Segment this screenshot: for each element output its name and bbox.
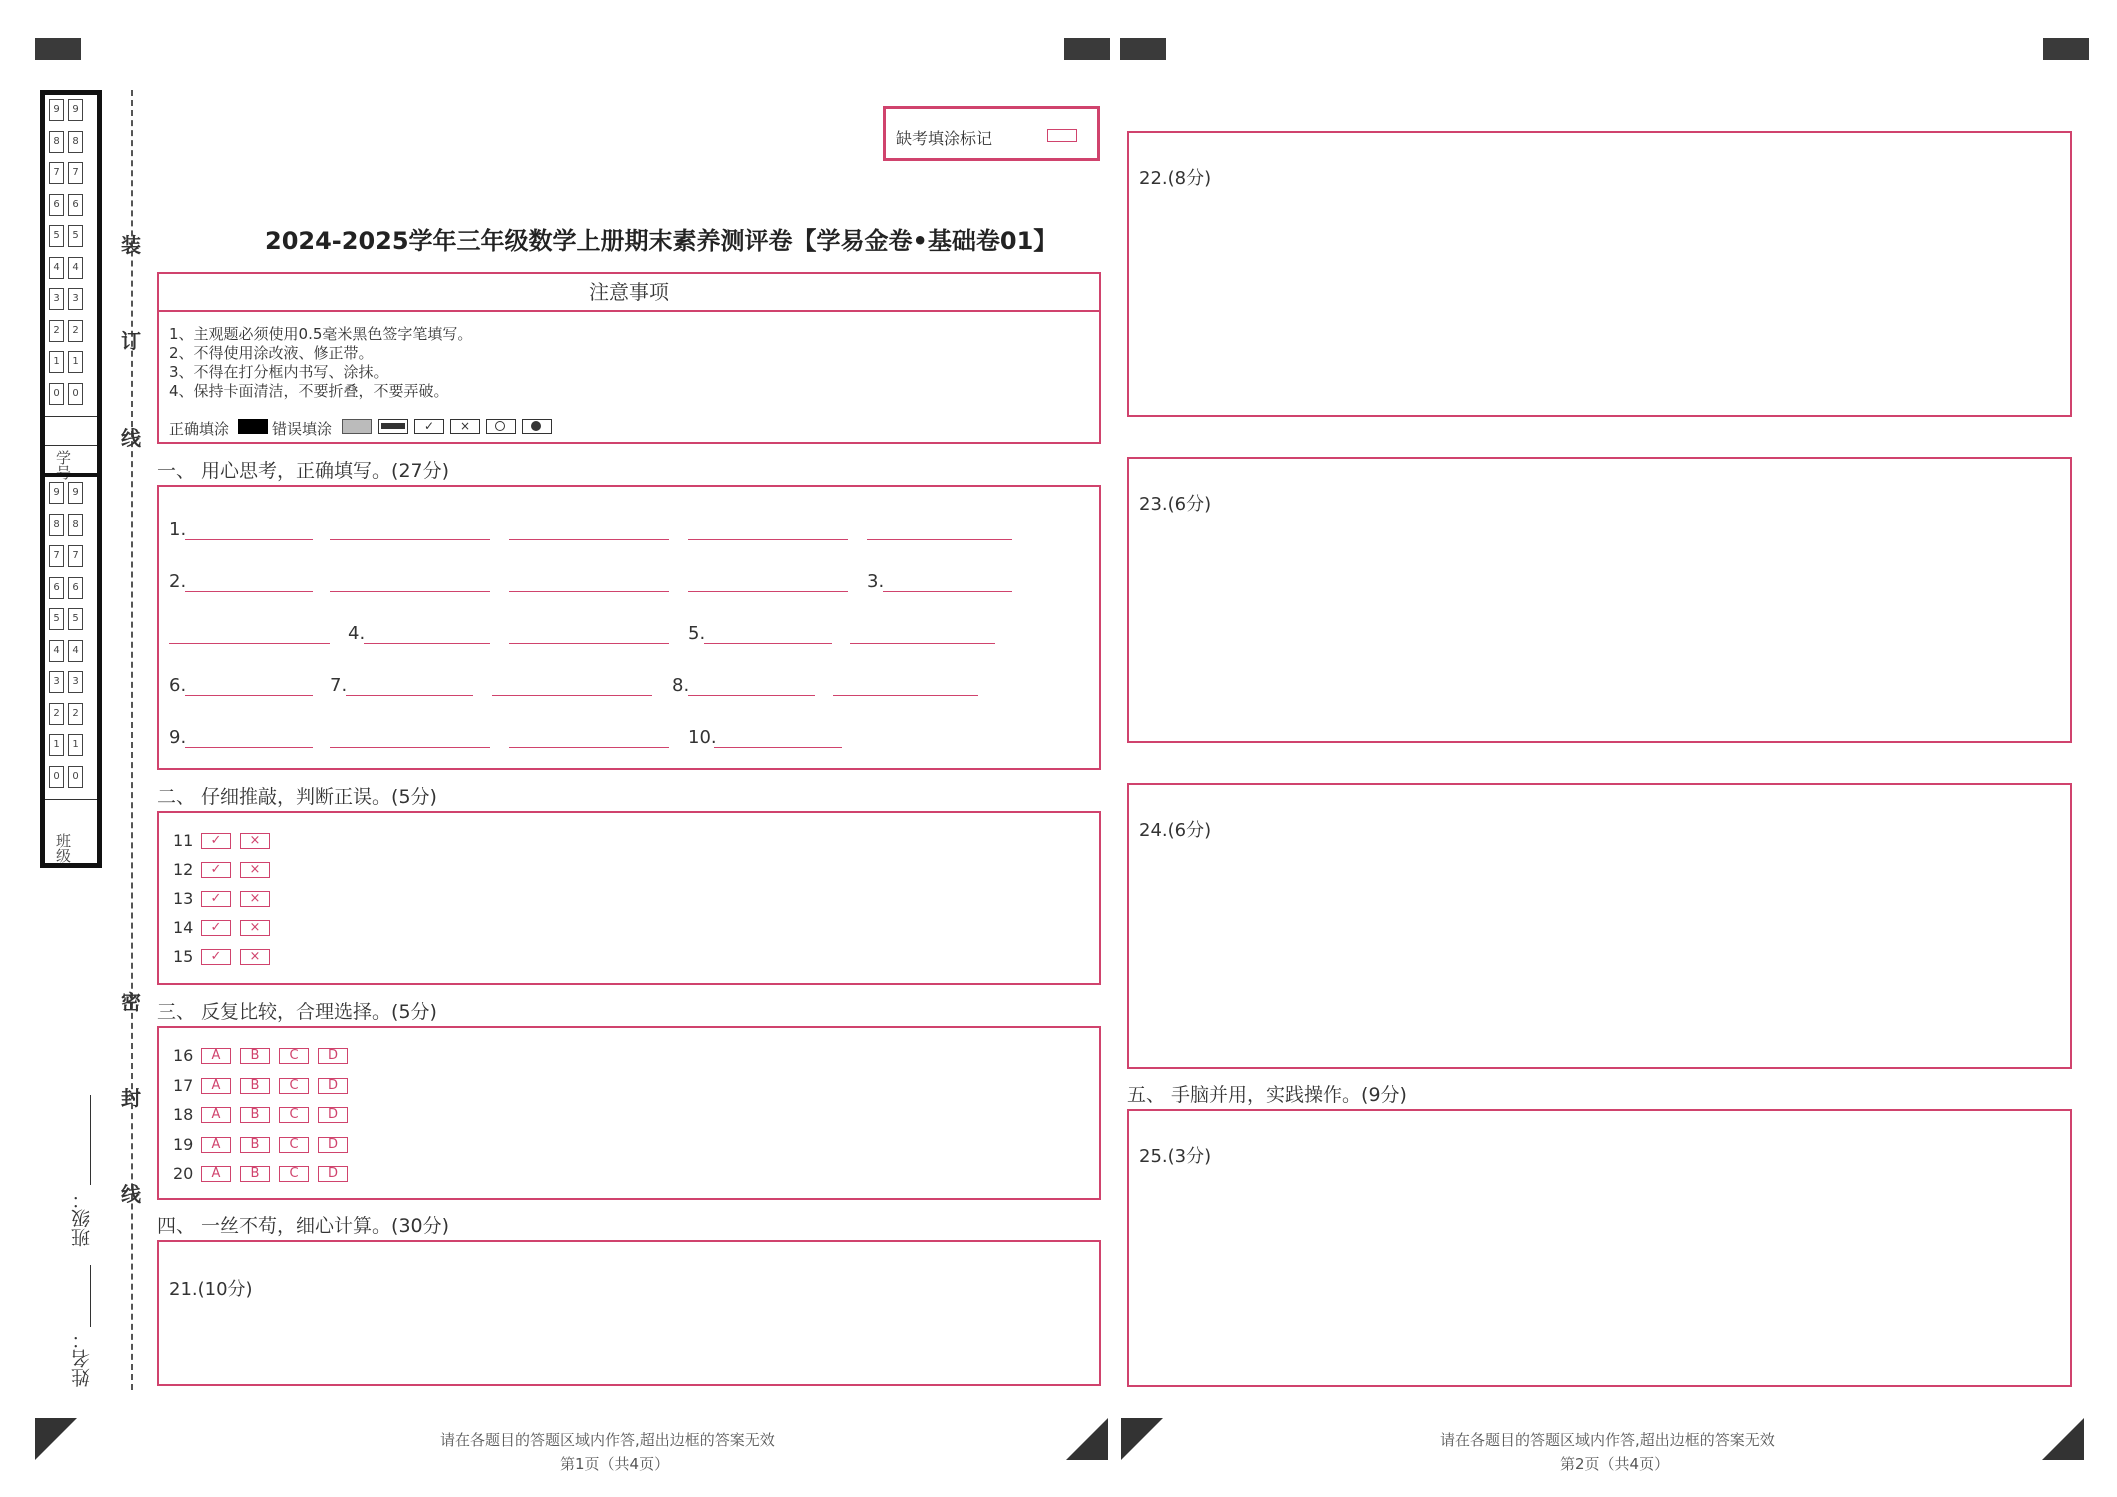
notice-line-1: 1、主观题必须使用0.5毫米黑色签字笔填写。 xyxy=(169,325,473,343)
choice-option-bubble[interactable]: D xyxy=(318,1137,348,1153)
id-digit-bubble[interactable]: 4 xyxy=(49,640,64,662)
fill-label-2: 2. xyxy=(169,571,187,592)
id-digit-bubble[interactable]: 8 xyxy=(68,514,83,536)
name-field-line xyxy=(90,1265,91,1327)
id-digit-bubble[interactable]: 5 xyxy=(68,225,83,247)
fill-label-4: 4. xyxy=(348,623,366,644)
choice-option-bubble[interactable]: B xyxy=(240,1107,270,1123)
id-digit-bubble[interactable]: 7 xyxy=(68,545,83,567)
judge-true-bubble[interactable]: ✓ xyxy=(201,891,231,907)
fill-label-1: 1. xyxy=(169,519,187,540)
wrong-fill-sample-gray xyxy=(342,419,372,434)
id-digit-bubble[interactable]: 1 xyxy=(68,351,83,373)
id-digit-bubble[interactable]: 4 xyxy=(68,257,83,279)
absent-mark-label: 缺考填涂标记 xyxy=(896,129,993,148)
id-digit-bubble[interactable]: 5 xyxy=(49,225,64,247)
id-digit-bubble[interactable]: 1 xyxy=(68,734,83,756)
notice-box xyxy=(157,272,1101,444)
id-digit-bubble[interactable]: 0 xyxy=(68,383,83,405)
fill-blank-9b[interactable] xyxy=(330,747,490,748)
choice-option-bubble[interactable]: A xyxy=(201,1137,231,1153)
id-digit-bubble[interactable]: 2 xyxy=(49,703,64,725)
fill-label-5: 5. xyxy=(688,623,706,644)
fill-blank-1a[interactable] xyxy=(185,539,313,540)
choice-option-bubble[interactable]: D xyxy=(318,1048,348,1064)
id-digit-bubble[interactable]: 8 xyxy=(68,131,83,153)
fill-blank-1d[interactable] xyxy=(688,539,848,540)
fill-label-3: 3. xyxy=(867,571,885,592)
fill-blank-3b[interactable] xyxy=(169,643,330,644)
judge-false-bubble[interactable]: × xyxy=(240,833,270,849)
class-field-label: 班级： xyxy=(71,1190,93,1247)
id-digit-bubble[interactable]: 8 xyxy=(49,514,64,536)
fill-blank-9a[interactable] xyxy=(185,747,313,748)
judge-question-number: 11 xyxy=(173,831,194,850)
question-25-label: 25.(3分) xyxy=(1139,1146,1212,1167)
fill-blank-9c[interactable] xyxy=(509,747,669,748)
id-panel-separator xyxy=(40,473,102,477)
judge-false-bubble[interactable]: × xyxy=(240,891,270,907)
id-digit-bubble[interactable]: 9 xyxy=(68,99,83,121)
judge-question-number: 15 xyxy=(173,947,194,966)
judge-true-bubble[interactable]: ✓ xyxy=(201,949,231,965)
id-digit-bubble[interactable]: 1 xyxy=(49,351,64,373)
answer-box-21[interactable] xyxy=(157,1240,1101,1386)
id-digit-bubble[interactable]: 5 xyxy=(49,608,64,630)
footer-page-number-1: 第1页（共4页） xyxy=(560,1455,670,1473)
question-24-label: 24.(6分) xyxy=(1139,820,1212,841)
choice-option-bubble[interactable]: C xyxy=(279,1137,309,1153)
judge-false-bubble[interactable]: × xyxy=(240,920,270,936)
section-1-box xyxy=(157,485,1101,770)
choice-option-bubble[interactable]: C xyxy=(279,1166,309,1182)
choice-question-number: 16 xyxy=(173,1046,194,1065)
name-field[interactable] xyxy=(68,1265,98,1400)
choice-option-bubble[interactable]: B xyxy=(240,1078,270,1094)
answer-box-23[interactable] xyxy=(1127,457,2072,743)
choice-question-number: 17 xyxy=(173,1075,194,1095)
fill-label-7: 7. xyxy=(330,675,348,696)
fill-blank-1c[interactable] xyxy=(509,539,669,540)
choice-option-bubble[interactable]: A xyxy=(201,1166,231,1182)
fill-blank-5a[interactable] xyxy=(704,643,832,644)
binding-char-4: 密 xyxy=(121,990,141,1014)
fill-blank-6a[interactable] xyxy=(185,695,313,696)
id-grid-divider xyxy=(45,799,97,800)
wrong-fill-sample-circle xyxy=(486,419,516,434)
binding-char-3: 线 xyxy=(121,426,141,450)
id-digit-bubble[interactable]: 1 xyxy=(49,734,64,756)
notice-line-3: 3、不得在打分框内书写、涂抹。 xyxy=(169,363,389,381)
fill-label-8: 8. xyxy=(672,675,690,696)
fill-blank-10a[interactable] xyxy=(714,747,842,748)
id-digit-bubble[interactable]: 2 xyxy=(49,320,64,342)
position-mark-top-center-left xyxy=(1064,38,1110,60)
correct-fill-sample xyxy=(238,419,268,434)
choice-option-bubble[interactable]: C xyxy=(279,1107,309,1123)
id-digit-bubble[interactable]: 5 xyxy=(68,608,83,630)
absent-mark-box xyxy=(883,106,1100,161)
question-23-label: 23.(6分) xyxy=(1139,494,1212,515)
binding-char-6: 线 xyxy=(121,1182,141,1206)
judge-true-bubble[interactable]: ✓ xyxy=(201,833,231,849)
wrong-fill-label: 错误填涂 xyxy=(272,420,333,438)
position-mark-top-center-right xyxy=(1120,38,1166,60)
binding-char-5: 封 xyxy=(121,1086,141,1110)
id-digit-bubble[interactable]: 3 xyxy=(49,671,64,693)
judge-true-bubble[interactable]: ✓ xyxy=(201,862,231,878)
wrong-fill-sample-check: ✓ xyxy=(414,419,444,434)
corner-triangle-bottom-center-right xyxy=(1121,1418,1163,1460)
position-mark-top-right xyxy=(2043,38,2089,60)
id-digit-bubble[interactable]: 7 xyxy=(68,162,83,184)
notice-heading: 注意事项 xyxy=(159,274,1099,312)
answer-box-22[interactable] xyxy=(1127,131,2072,417)
choice-option-bubble[interactable]: B xyxy=(240,1048,270,1064)
notice-line-2: 2、不得使用涂改液、修正带。 xyxy=(169,344,374,362)
fill-blank-3a[interactable] xyxy=(883,591,1012,592)
footer-warning-page-1: 请在各题目的答题区域内作答,超出边框的答案无效 xyxy=(440,1431,775,1449)
correct-fill-label: 正确填涂 xyxy=(169,420,230,438)
id-grid-divider xyxy=(45,416,97,417)
section-2-box xyxy=(157,811,1101,985)
wrong-fill-sample-bar xyxy=(378,419,408,434)
choice-question-number: 18 xyxy=(173,1105,194,1124)
id-digit-bubble[interactable]: 3 xyxy=(49,288,64,310)
answer-box-25[interactable] xyxy=(1127,1109,2072,1387)
judge-true-bubble[interactable]: ✓ xyxy=(201,920,231,936)
fill-blank-2a[interactable] xyxy=(185,591,313,592)
choice-option-bubble[interactable]: A xyxy=(201,1107,231,1123)
question-22-label: 22.(8分) xyxy=(1139,168,1212,189)
binding-char-1: 装 xyxy=(121,233,141,257)
choice-option-bubble[interactable]: D xyxy=(318,1078,348,1094)
binding-char-2: 订 xyxy=(121,329,141,353)
section-5-heading: 五、 手脑并用，实践操作。(9分) xyxy=(1127,1084,1407,1106)
notice-line-4: 4、保持卡面清洁，不要折叠，不要弄破。 xyxy=(169,382,449,400)
fill-blank-7a[interactable] xyxy=(346,695,473,696)
fill-blank-2c[interactable] xyxy=(509,591,669,592)
question-21-label: 21.(10分) xyxy=(169,1279,253,1300)
fill-label-9: 9. xyxy=(169,727,187,748)
fill-blank-5b[interactable] xyxy=(850,643,995,644)
id-digit-bubble[interactable]: 7 xyxy=(49,162,64,184)
corner-triangle-bottom-right xyxy=(2042,1418,2084,1460)
section-3-heading: 三、 反复比较，合理选择。(5分) xyxy=(157,1001,437,1023)
choice-option-bubble[interactable]: C xyxy=(279,1078,309,1094)
fill-blank-8a[interactable] xyxy=(688,695,815,696)
choice-option-bubble[interactable]: A xyxy=(201,1048,231,1064)
id-digit-bubble[interactable]: 0 xyxy=(49,766,64,788)
choice-option-bubble[interactable]: C xyxy=(279,1048,309,1064)
class-field-line xyxy=(90,1095,91,1185)
id-label-divider xyxy=(45,445,97,446)
section-3-box xyxy=(157,1026,1101,1200)
class-id-label: 班级 xyxy=(54,833,72,863)
absent-mark-bubble[interactable] xyxy=(1047,129,1077,142)
id-digit-bubble[interactable]: 4 xyxy=(68,640,83,662)
fill-blank-4a[interactable] xyxy=(364,643,490,644)
fill-blank-1e[interactable] xyxy=(867,539,1012,540)
answer-box-24[interactable] xyxy=(1127,783,2072,1069)
judge-question-number: 14 xyxy=(173,918,194,937)
fill-blank-1b[interactable] xyxy=(330,539,490,540)
position-mark-top-left xyxy=(35,38,81,60)
choice-option-bubble[interactable]: B xyxy=(240,1137,270,1153)
choice-question-number: 19 xyxy=(173,1134,194,1154)
id-digit-bubble[interactable]: 3 xyxy=(68,288,83,310)
id-digit-bubble[interactable]: 8 xyxy=(49,131,64,153)
judge-false-bubble[interactable]: × xyxy=(240,862,270,878)
judge-question-number: 13 xyxy=(173,889,194,908)
student-no-label: 学号 xyxy=(54,450,72,480)
id-digit-bubble[interactable]: 3 xyxy=(68,671,83,693)
id-digit-bubble[interactable]: 0 xyxy=(49,383,64,405)
id-digit-bubble[interactable]: 9 xyxy=(49,99,64,121)
id-digit-bubble[interactable]: 2 xyxy=(68,320,83,342)
corner-triangle-bottom-left xyxy=(35,1418,77,1460)
section-2-heading: 二、 仔细推敲，判断正误。(5分) xyxy=(157,786,437,808)
id-digit-bubble[interactable]: 6 xyxy=(68,194,83,216)
id-digit-bubble[interactable]: 9 xyxy=(49,482,64,504)
fill-blank-2d[interactable] xyxy=(688,591,848,592)
id-digit-bubble[interactable]: 2 xyxy=(68,703,83,725)
name-field-label: 姓名： xyxy=(71,1330,93,1387)
id-digit-bubble[interactable]: 6 xyxy=(49,194,64,216)
fill-blank-7b[interactable] xyxy=(492,695,652,696)
choice-option-bubble[interactable]: A xyxy=(201,1078,231,1094)
fill-blank-4b[interactable] xyxy=(509,643,669,644)
id-digit-bubble[interactable]: 9 xyxy=(68,482,83,504)
id-digit-bubble[interactable]: 6 xyxy=(68,577,83,599)
wrong-fill-sample-dot xyxy=(522,419,552,434)
footer-page-number-2: 第2页（共4页） xyxy=(1560,1455,1670,1473)
judge-false-bubble[interactable]: × xyxy=(240,949,270,965)
corner-triangle-bottom-center-left xyxy=(1066,1418,1108,1460)
fill-blank-2b[interactable] xyxy=(330,591,490,592)
fill-label-6: 6. xyxy=(169,675,187,696)
judge-question-number: 12 xyxy=(173,860,194,879)
footer-warning-page-2: 请在各题目的答题区域内作答,超出边框的答案无效 xyxy=(1440,1431,1775,1449)
section-1-heading: 一、 用心思考，正确填写。(27分) xyxy=(157,460,450,482)
section-4-heading: 四、 一丝不苟，细心计算。(30分) xyxy=(157,1215,450,1237)
id-digit-bubble[interactable]: 6 xyxy=(49,577,64,599)
id-digit-bubble[interactable]: 0 xyxy=(68,766,83,788)
choice-option-bubble[interactable]: D xyxy=(318,1166,348,1182)
fill-blank-8b[interactable] xyxy=(833,695,978,696)
fill-label-10: 10. xyxy=(688,727,717,748)
id-digit-bubble[interactable]: 4 xyxy=(49,257,64,279)
id-digit-bubble[interactable]: 7 xyxy=(49,545,64,567)
student-id-panel xyxy=(40,90,102,868)
page-title: 2024-2025学年三年级数学上册期末素养测评卷【学易金卷•基础卷01】 xyxy=(265,227,1058,255)
choice-option-bubble[interactable]: D xyxy=(318,1107,348,1123)
choice-question-number: 20 xyxy=(173,1164,194,1183)
class-field[interactable] xyxy=(68,1095,98,1265)
wrong-fill-sample-cross: × xyxy=(450,419,480,434)
choice-option-bubble[interactable]: B xyxy=(240,1166,270,1182)
